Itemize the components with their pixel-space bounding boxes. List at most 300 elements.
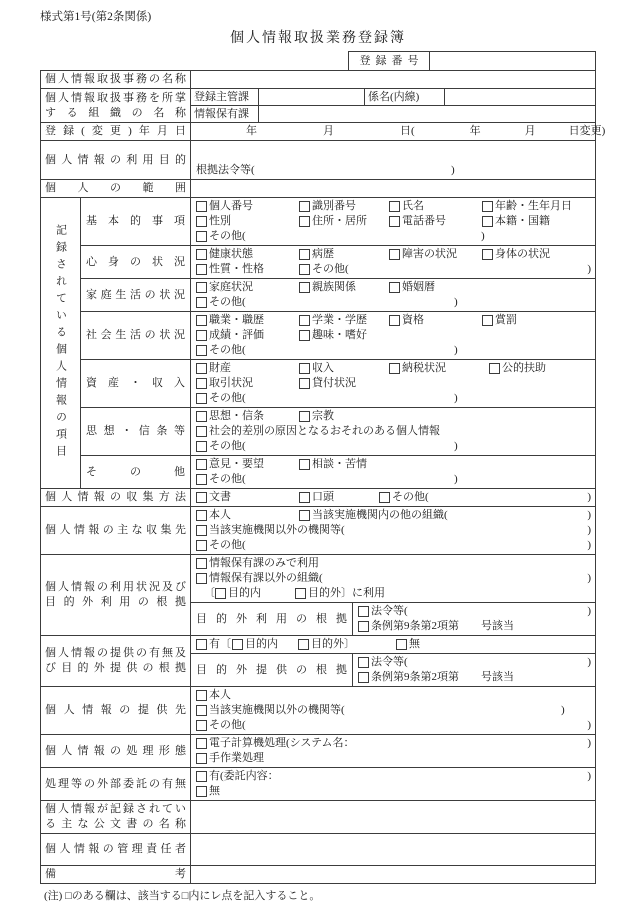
content-line xyxy=(196,688,595,703)
checkbox[interactable] xyxy=(196,525,207,536)
checkbox[interactable] xyxy=(196,705,207,716)
item-label: ) xyxy=(561,704,565,716)
checkbox[interactable] xyxy=(196,297,207,308)
sub-row-label xyxy=(81,246,191,278)
close-paren: ) xyxy=(587,524,591,536)
checkbox[interactable] xyxy=(196,753,207,764)
checkbox[interactable] xyxy=(299,510,310,521)
checkbox-item xyxy=(389,199,482,214)
text-item xyxy=(454,343,458,358)
footnote: (注) □のある欄は、該当する□内にレ点を記入すること。 xyxy=(44,890,321,902)
row-jimu-name xyxy=(41,71,595,88)
text-item xyxy=(454,391,458,406)
content-line xyxy=(196,867,595,882)
content-line xyxy=(196,376,595,391)
row-scope xyxy=(41,179,595,197)
content-line xyxy=(196,409,595,424)
checkbox[interactable] xyxy=(196,378,207,389)
item-label: その他( xyxy=(209,392,246,404)
checkbox[interactable] xyxy=(196,315,207,326)
checkbox[interactable] xyxy=(389,363,400,374)
checkbox[interactable] xyxy=(196,216,207,227)
item-label: 目的外〕 xyxy=(311,638,355,650)
checkbox[interactable] xyxy=(358,621,369,632)
checkbox[interactable] xyxy=(396,639,407,650)
checkbox-item xyxy=(379,490,429,505)
checkbox-item xyxy=(232,637,298,652)
checkbox[interactable] xyxy=(196,720,207,731)
checkbox[interactable] xyxy=(196,363,207,374)
page-title: 個人情報取扱業務登録簿 xyxy=(230,31,406,46)
checkbox[interactable] xyxy=(389,216,400,227)
label-text: び目的外提供の根拠 xyxy=(45,662,186,674)
checkbox[interactable] xyxy=(299,492,310,503)
item-label: その他( xyxy=(209,719,246,731)
row-label xyxy=(41,866,191,883)
row-content xyxy=(191,834,595,865)
checkbox-item xyxy=(482,247,550,262)
item-label: ) xyxy=(481,230,485,242)
checkbox[interactable] xyxy=(196,393,207,404)
item-label: 電子計算機処理(システム名： xyxy=(209,737,355,749)
checkbox-item xyxy=(196,490,299,505)
item-label: 手作業処理 xyxy=(209,752,264,764)
checkbox[interactable] xyxy=(482,249,493,260)
checkbox[interactable] xyxy=(489,363,500,374)
item-label: その他( xyxy=(392,491,429,503)
row-remarks xyxy=(41,865,595,883)
content-line xyxy=(196,391,595,406)
item-label: 思想・信条 xyxy=(209,410,264,422)
content-line xyxy=(196,361,595,376)
checkbox-item xyxy=(196,523,345,538)
item-label: 学業・学歴 xyxy=(312,314,367,326)
checkbox[interactable] xyxy=(299,378,310,389)
item-label: ) xyxy=(454,392,458,404)
checkbox[interactable] xyxy=(299,201,310,212)
checkbox[interactable] xyxy=(196,492,207,503)
item-label: 親族関係 xyxy=(312,281,356,293)
item-label: 氏名 xyxy=(402,200,424,212)
checkbox-item xyxy=(358,604,408,619)
item-label: 情報保有課のみで利用 xyxy=(209,557,319,569)
item-label: 有〔 xyxy=(209,638,231,650)
sub-row-label xyxy=(191,603,353,635)
content-line xyxy=(196,586,595,601)
org-cell-label: 情報保有課 xyxy=(191,106,259,122)
checkbox[interactable] xyxy=(299,459,310,470)
checkbox-item xyxy=(358,619,514,634)
row-content xyxy=(353,654,595,686)
item-label: 情報保有課以外の組織( xyxy=(209,572,323,584)
row-org-name xyxy=(41,88,595,122)
checkbox-item xyxy=(299,247,389,262)
content-line xyxy=(196,199,595,214)
label-text: 個人情報取扱事務の名称 xyxy=(45,73,186,85)
checkbox-item xyxy=(196,472,454,487)
content-line xyxy=(196,262,595,277)
item-label: 貸付状況 xyxy=(312,377,356,389)
sub-row-label xyxy=(81,360,191,407)
content-line xyxy=(196,229,595,244)
checkbox-item xyxy=(482,199,572,214)
item-label: 障害の状況 xyxy=(402,248,457,260)
item-label: 趣味・嗜好 xyxy=(312,329,367,341)
item-label: 当該実施機関以外の機関等( xyxy=(209,704,345,716)
checkbox[interactable] xyxy=(196,639,207,650)
item-label: その他( xyxy=(209,473,246,485)
item-label: 根拠法令等( xyxy=(196,164,255,176)
row-label xyxy=(41,735,191,767)
item-label: 当該実施機関内の他の組織( xyxy=(312,509,448,521)
checkbox[interactable] xyxy=(196,441,207,452)
checkbox-item xyxy=(489,361,546,376)
row-label xyxy=(41,507,191,554)
item-label: 職業・職歴 xyxy=(209,314,264,326)
item-label: 当該実施機関以外の機関等( xyxy=(209,524,345,536)
checkbox[interactable] xyxy=(196,345,207,356)
checkbox[interactable] xyxy=(196,510,207,521)
row-content xyxy=(191,801,595,833)
row-content xyxy=(191,636,595,653)
item-label: 住所・居所 xyxy=(312,215,367,227)
checkbox-item xyxy=(299,262,349,277)
row-collection-method xyxy=(41,488,595,506)
label-text: 目的外利用の根拠 xyxy=(45,596,186,608)
row-basic-items xyxy=(81,198,595,245)
vertical-section-label xyxy=(41,198,81,488)
row-content xyxy=(191,687,595,734)
row-provision-dest xyxy=(41,686,595,734)
checkbox[interactable] xyxy=(196,330,207,341)
content-line xyxy=(358,619,595,634)
content-line xyxy=(196,328,595,343)
row-content xyxy=(191,141,595,179)
checkbox[interactable] xyxy=(295,588,306,599)
checkbox[interactable] xyxy=(358,657,369,668)
checkbox-item xyxy=(295,586,385,601)
checkbox-item xyxy=(196,328,299,343)
checkbox[interactable] xyxy=(389,201,400,212)
row-content xyxy=(191,198,595,245)
checkbox[interactable] xyxy=(196,426,207,437)
content-line xyxy=(196,280,595,295)
checkbox-item xyxy=(299,199,389,214)
checkbox-item xyxy=(196,736,355,751)
item-label: 文書 xyxy=(209,491,231,503)
item-label: その他( xyxy=(209,539,246,551)
checkbox-item xyxy=(196,703,561,718)
checkbox-item xyxy=(196,457,299,472)
row-family-life xyxy=(81,278,595,311)
checkbox[interactable] xyxy=(379,492,390,503)
item-label: ) xyxy=(454,473,458,485)
row-content xyxy=(191,768,595,800)
checkbox-item xyxy=(196,751,264,766)
checkbox[interactable] xyxy=(482,315,493,326)
label-text: 社会生活の状況 xyxy=(86,329,185,341)
checkbox-item xyxy=(196,538,246,553)
org-subrow xyxy=(191,105,595,122)
item-label: 年齢・生年月日 xyxy=(495,200,572,212)
checkbox-item xyxy=(196,262,299,277)
label-text: 基本的事項 xyxy=(86,215,185,227)
label-text: 個人情報の処理形態 xyxy=(45,744,186,757)
checkbox[interactable] xyxy=(299,363,310,374)
item-label: 無 xyxy=(209,785,220,797)
checkbox[interactable] xyxy=(196,573,207,584)
checkbox[interactable] xyxy=(389,249,400,260)
vertical-section-text: 記録されている個人情報の項目 xyxy=(54,224,67,462)
sub-row xyxy=(191,653,595,686)
row-collection-source xyxy=(41,506,595,554)
checkbox-item xyxy=(358,670,514,685)
row-content xyxy=(191,246,595,278)
sub-row-label xyxy=(81,456,191,488)
content-line xyxy=(196,571,595,586)
checkbox[interactable] xyxy=(299,216,310,227)
close-paren: ) xyxy=(587,770,591,782)
checkbox[interactable] xyxy=(232,639,243,650)
checkbox-item xyxy=(196,361,299,376)
checkbox[interactable] xyxy=(298,639,309,650)
item-label: 身体の状況 xyxy=(495,248,550,260)
text-item xyxy=(561,703,565,718)
label-text: 個人情報の管理責任者 xyxy=(45,843,186,855)
registration-number-value xyxy=(430,52,595,70)
label-text: 個人の範囲 xyxy=(45,182,186,194)
item-label: 相談・苦情 xyxy=(312,458,367,470)
checkbox[interactable] xyxy=(196,249,207,260)
item-label: その他( xyxy=(209,440,246,452)
checkbox-item xyxy=(196,409,299,424)
checkbox-item xyxy=(482,214,550,229)
checkbox[interactable] xyxy=(299,249,310,260)
label-text: 心身の状況 xyxy=(86,255,185,268)
row-others xyxy=(81,455,595,488)
checkbox-item xyxy=(196,784,220,799)
item-label: 公的扶助 xyxy=(502,362,546,374)
row-content xyxy=(191,180,595,197)
checkbox-item xyxy=(358,655,408,670)
row-outsourcing xyxy=(41,767,595,800)
item-label: 納税状況 xyxy=(402,362,446,374)
item-label: 性質・性格 xyxy=(209,263,264,275)
checkbox[interactable] xyxy=(358,606,369,617)
checkbox-item xyxy=(196,199,299,214)
item-label: 成績・評価 xyxy=(209,329,264,341)
text-item xyxy=(451,163,455,178)
row-content xyxy=(191,123,606,140)
checkbox[interactable] xyxy=(196,771,207,782)
checkbox[interactable] xyxy=(482,216,493,227)
checkbox[interactable] xyxy=(196,786,207,797)
text-item xyxy=(246,124,605,139)
label-text: 個人情報の利用状況及び xyxy=(45,581,186,593)
item-label: ) xyxy=(454,296,458,308)
sub-row-label xyxy=(81,198,191,245)
item-label: その他( xyxy=(209,296,246,308)
sub-row-label xyxy=(81,312,191,359)
checkbox-item xyxy=(299,280,389,295)
checkbox[interactable] xyxy=(196,231,207,242)
checkbox[interactable] xyxy=(358,672,369,683)
checkbox-item xyxy=(196,313,299,328)
row-content xyxy=(191,489,595,506)
checkbox[interactable] xyxy=(482,201,493,212)
item-label: 無 xyxy=(409,638,420,650)
close-paren: ) xyxy=(587,656,591,668)
content-line xyxy=(196,736,595,751)
label-text: 目的外提供の根拠 xyxy=(196,663,347,676)
row-content xyxy=(191,866,595,883)
item-label: 有(委託内容： xyxy=(209,770,279,782)
item-label: 宗教 xyxy=(312,410,334,422)
content-line xyxy=(196,214,595,229)
checkbox-item xyxy=(196,391,454,406)
content-line xyxy=(196,124,606,139)
content-line xyxy=(358,670,595,685)
item-label: 法令等( xyxy=(371,656,408,668)
checkbox-item xyxy=(196,769,279,784)
row-processing-form xyxy=(41,734,595,767)
row-reg-date xyxy=(41,122,606,140)
row-label xyxy=(41,180,191,197)
text-item xyxy=(481,229,485,244)
content-line xyxy=(196,424,595,439)
checkbox[interactable] xyxy=(196,738,207,749)
recorded-items-rows xyxy=(81,198,595,488)
row-recorded-items xyxy=(41,197,595,488)
content-line xyxy=(196,538,595,553)
checkbox[interactable] xyxy=(196,411,207,422)
row-label xyxy=(41,71,191,88)
checkbox-item xyxy=(396,637,420,652)
checkbox-item xyxy=(389,280,435,295)
close-paren: ) xyxy=(587,539,591,551)
checkbox[interactable] xyxy=(299,315,310,326)
item-label: 本人 xyxy=(209,689,231,701)
content-line xyxy=(196,247,595,262)
content-line xyxy=(196,72,595,87)
close-paren: ) xyxy=(587,737,591,749)
item-label: 条例第9条第2項第 号該当 xyxy=(371,620,514,632)
checkbox-item xyxy=(196,508,299,523)
checkbox-item xyxy=(482,313,517,328)
checkbox-item xyxy=(196,214,299,229)
checkbox-item xyxy=(196,637,232,652)
org-cell-label: 登録主管課 xyxy=(191,89,259,105)
input-cell xyxy=(445,89,595,105)
row-content xyxy=(191,279,595,311)
checkbox-item xyxy=(299,313,389,328)
checkbox-item xyxy=(299,361,389,376)
checkbox-item xyxy=(196,229,481,244)
row-mind-body xyxy=(81,245,595,278)
text-item xyxy=(454,295,458,310)
row-content xyxy=(191,89,595,122)
checkbox[interactable] xyxy=(196,459,207,470)
checkbox[interactable] xyxy=(299,264,310,275)
checkbox-item xyxy=(196,376,299,391)
checkbox[interactable] xyxy=(299,330,310,341)
row-manager xyxy=(41,833,595,865)
label-text: 登録(変更)年月日 xyxy=(45,125,186,137)
checkbox[interactable] xyxy=(389,315,400,326)
checkbox[interactable] xyxy=(299,282,310,293)
checkbox[interactable] xyxy=(196,282,207,293)
checkbox[interactable] xyxy=(196,558,207,569)
checkbox[interactable] xyxy=(215,588,226,599)
row-usage-basis xyxy=(41,554,595,635)
checkbox-item xyxy=(299,457,367,472)
row-label xyxy=(41,123,191,140)
checkbox-item xyxy=(196,424,440,439)
label-text: 個人情報の提供の有無及 xyxy=(45,647,186,659)
sub-row-label xyxy=(191,654,353,686)
item-label: 財産 xyxy=(209,362,231,374)
label-text: 個人情報の主な収集先 xyxy=(45,524,186,536)
checkbox-item xyxy=(298,637,396,652)
checkbox-item xyxy=(299,508,448,523)
row-content xyxy=(191,312,595,359)
row-label xyxy=(41,834,191,865)
row-content xyxy=(191,555,595,602)
close-paren: ) xyxy=(587,509,591,521)
row-content xyxy=(191,71,595,88)
item-label: 本籍・国籍 xyxy=(495,215,550,227)
org-cell-label: 係名(内線) xyxy=(365,89,445,105)
item-label: 年 月 日( 年 月 日変更) xyxy=(246,125,606,137)
checkbox[interactable] xyxy=(196,264,207,275)
checkbox[interactable] xyxy=(196,474,207,485)
checkbox-item xyxy=(389,214,482,229)
row-document-names xyxy=(41,800,595,833)
item-label: 病歴 xyxy=(312,248,334,260)
close-paren: ) xyxy=(587,572,591,584)
item-label: 電話番号 xyxy=(402,215,446,227)
checkbox-item xyxy=(196,247,299,262)
row-label xyxy=(41,489,191,506)
row-content xyxy=(191,555,595,635)
item-label: 健康状態 xyxy=(209,248,253,260)
checkbox[interactable] xyxy=(196,201,207,212)
checkbox-item xyxy=(215,586,295,601)
item-label: 婚姻暦 xyxy=(402,281,435,293)
input-cell xyxy=(259,106,595,122)
row-social-life xyxy=(81,311,595,359)
checkbox-item xyxy=(299,328,367,343)
checkbox[interactable] xyxy=(196,690,207,701)
registration-number-box xyxy=(348,51,596,70)
content-line xyxy=(196,842,595,857)
content-line xyxy=(358,655,595,670)
item-label: 社会的差別の原因となるおそれのある個人情報 xyxy=(209,425,440,437)
label-text: 処理等の外部委託の有無 xyxy=(45,777,186,790)
checkbox[interactable] xyxy=(389,282,400,293)
row-assets-income xyxy=(81,359,595,407)
content-line xyxy=(196,769,595,784)
label-text: る主な公文書の名称 xyxy=(45,818,186,830)
content-line xyxy=(196,703,595,718)
item-label: 収入 xyxy=(312,362,334,374)
registry-form-table xyxy=(40,70,606,884)
checkbox[interactable] xyxy=(196,540,207,551)
checkbox[interactable] xyxy=(299,411,310,422)
item-label: 条例第9条第2項第 号該当 xyxy=(371,671,514,683)
label-text: 個人情報が記録されてい xyxy=(45,803,186,815)
content-line xyxy=(196,457,595,472)
